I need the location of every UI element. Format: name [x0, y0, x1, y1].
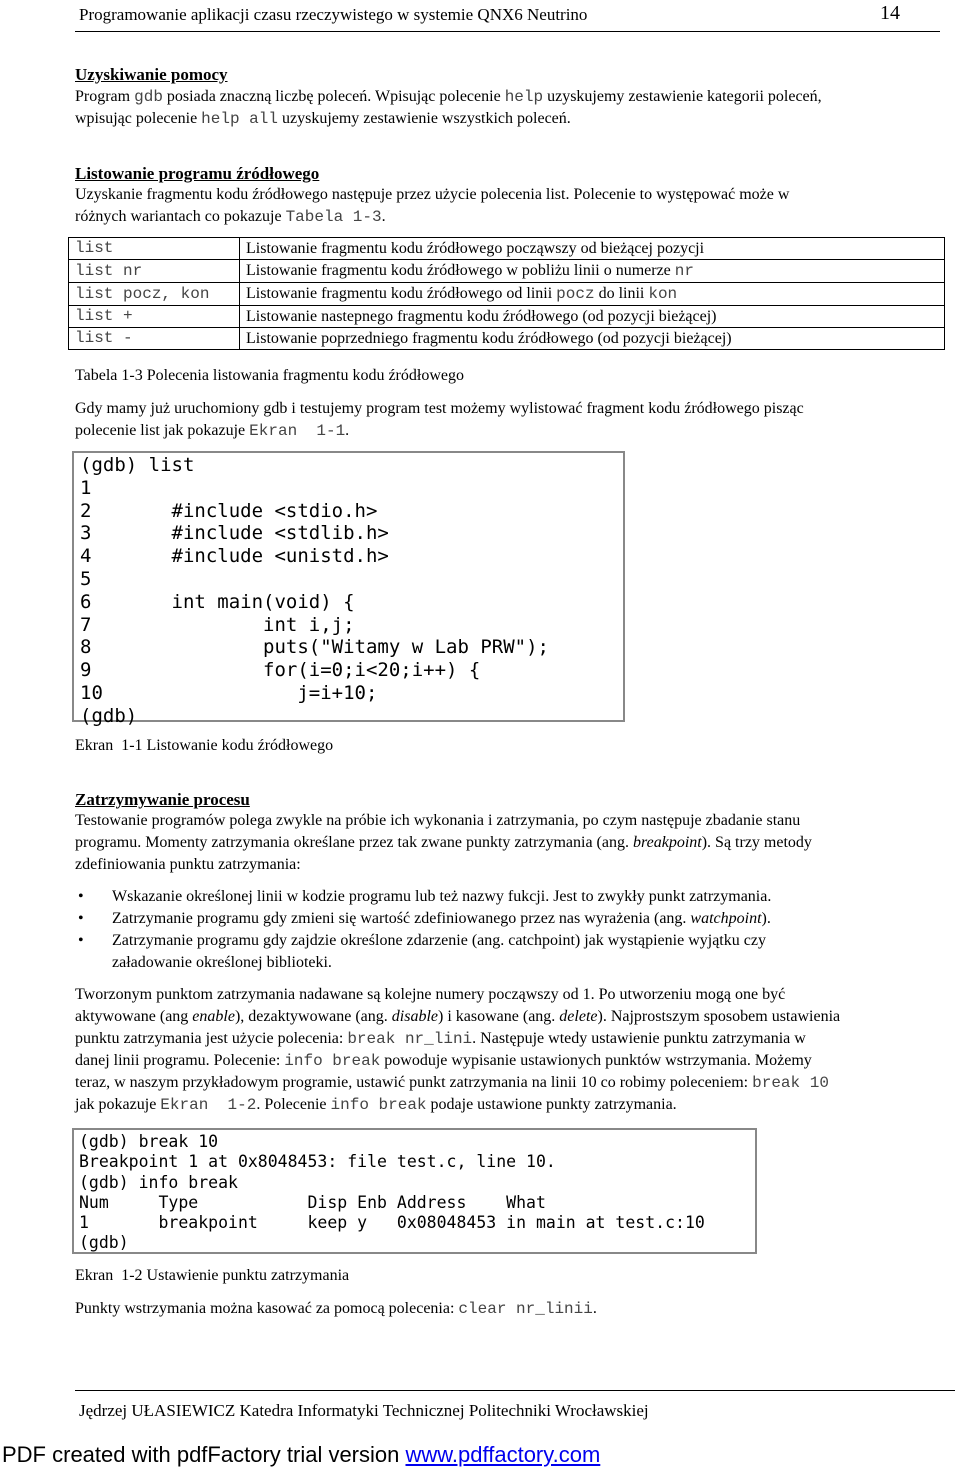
table-cell-description: Listowanie fragmentu kodu źródłowego od linii pocz do linii kon — [240, 283, 945, 306]
gdb-paragraph: Gdy mamy już uruchomiony gdb i testujemy program test możemy wylistować fragment kodu źródłowego pisząc polecenie list jak pokazuje Ekran 1-1. — [75, 400, 804, 440]
breakpoint-paragraph: Tworzonym punktom zatrzymania nadawane są kolejne numery począwszy od 1. Po utworzeniu mogą one być aktywowane (ang enable), dezaktywowane (ang. disable) i kasowane (ang. delete). Najprostszym sposobem ustawienia punktu zatrzymania jest użycie polecenia: break nr_lini. Następuje wtedy ustawienie punktu zatrzymania w danej linii programu. Polecenie: info break powoduje wypisanie ustawionych punktów wstrzymania. Możemy teraz, w naszym przykładowym programie, ustawić punkt zatrzymania na linii 10 co robimy poleceniem: break 10 jak pokazuje Ekran 1-2. Polecenie info break podaje ustawione punkty zatrzymania. — [75, 986, 841, 1114]
listing-paragraph: Uzyskanie fragmentu kodu źródłowego następuje przez użycie polecenia list. Polecenie to występować może w różnych wariantach co pokazuje Tabela 1-3. — [75, 186, 790, 226]
table-cell-description: Listowanie nastepnego fragmentu kodu źródłowego (od pozycji bieżącej) — [240, 306, 945, 328]
gdb-screen-list — [72, 451, 625, 727]
table-cell-command: list pocz, kon — [69, 283, 240, 306]
breakpoint-methods-list — [75, 886, 915, 974]
table-cell-command: list + — [69, 306, 240, 328]
pdf-watermark: PDF created with pdfFactory trial version www.pdffactory.com — [2, 1442, 601, 1467]
list-commands-table — [68, 237, 945, 350]
heading-stopping: Zatrzymywanie procesu — [75, 790, 250, 809]
table-cell-command: list - — [69, 328, 240, 350]
stopping-paragraph: Testowanie programów polega zwykle na próbie ich wykonania i zatrzymania, po czym następuje zbadanie stanu programu. Momenty zatrzymania określane przez tak zwane punkty zatrzymania (ang. breakpoint). Są trzy metody zdefiniowania punktu zatrzymania: — [75, 812, 812, 873]
screen-line: (gdb) — [79, 1233, 129, 1253]
table-cell-description: Listowanie fragmentu kodu źródłowego począwszy od bieżącej pozycji — [240, 238, 945, 260]
screen-line: 9 for(i=0;i<20;i++) { — [80, 659, 481, 682]
table-row — [69, 260, 945, 283]
list-item: • Zatrzymanie programu gdy zajdzie określone zdarzenie (ang. catchpoint) jak wystąpienie wyjątku czy załadowanie określonej biblioteki. — [78, 932, 766, 971]
screen-line: 1 breakpoint keep y 0x08048453 in main at test.c:10 — [79, 1213, 705, 1233]
screen-line: (gdb) — [80, 704, 138, 727]
page-number: 14 — [880, 2, 900, 24]
screen-line: 2 #include <stdio.h> — [80, 499, 378, 522]
screen-line: (gdb) info break — [79, 1172, 238, 1192]
screen-line: 8 puts("Witamy w Lab PRW"); — [80, 636, 549, 659]
screen-line: Breakpoint 1 at 0x8048453: file test.c, line 10. — [79, 1152, 556, 1172]
page-header-title: Programowanie aplikacji czasu rzeczywistego w systemie QNX6 Neutrino — [79, 5, 588, 24]
heading-listing: Listowanie programu źródłowego — [75, 164, 320, 183]
screen-line: 7 int i,j; — [80, 613, 355, 636]
table-cell-command: list — [69, 238, 240, 260]
screen1-caption: Ekran 1-1 Listowanie kodu źródłowego — [75, 737, 334, 754]
screen2-caption: Ekran 1-2 Ustawienie punktu zatrzymania — [75, 1267, 350, 1284]
footer-rule — [75, 1390, 955, 1391]
table-row — [69, 328, 945, 350]
screen-line: 6 int main(void) { — [80, 590, 355, 613]
clear-paragraph: Punkty wstrzymania można kasować za pomocą polecenia: clear nr_linii. — [75, 1300, 597, 1318]
screen-line: 1 — [80, 476, 92, 499]
screen-line: 4 #include <unistd.h> — [80, 545, 389, 568]
table-cell-description: Listowanie fragmentu kodu źródłowego w pobliżu linii o numerze nr — [240, 260, 945, 283]
screen-line: (gdb) list — [80, 454, 195, 476]
table-row — [69, 306, 945, 328]
screen-line: Num Type Disp Enb Address What — [79, 1192, 546, 1212]
screen-line: (gdb) break 10 — [79, 1132, 219, 1151]
list-item: • Zatrzymanie programu gdy zmieni się wartość zdefiniowanego przez nas wyrażenia (ang. watchpoint). — [78, 910, 771, 927]
screen-line: 3 #include <stdlib.h> — [80, 522, 389, 545]
table-cell-command: list nr — [69, 260, 240, 283]
list-item: • Wskazanie określonej linii w kodzie programu lub też nazwy fukcji. Jest to zwykły punkt zatrzymania. — [78, 888, 772, 905]
table-caption: Tabela 1-3 Polecenia listowania fragmentu kodu źródłowego — [75, 367, 464, 384]
table-row — [69, 283, 945, 306]
screen-line: 10 j=i+10; — [80, 681, 378, 704]
screen-line: 5 — [80, 567, 92, 590]
help-paragraph: Program gdb posiada znaczną liczbę poleceń. Wpisując polecenie help uzyskujemy zestawienie kategorii poleceń, wpisując polecenie help all uzyskujemy zestawienie wszystkich poleceń. — [75, 88, 822, 128]
table-row — [69, 238, 945, 260]
footer-author: Jędrzej UŁASIEWICZ Katedra Informatyki Technicznej Politechniki Wrocławskiej — [79, 1401, 649, 1420]
heading-help: Uzyskiwanie pomocy — [75, 65, 228, 84]
table-cell-description: Listowanie poprzedniego fragmentu kodu źródłowego (od pozycji bieżącej) — [240, 328, 945, 350]
header-rule — [75, 31, 940, 32]
pdffactory-link[interactable]: www.pdffactory.com — [405, 1442, 601, 1467]
gdb-screen-break — [72, 1128, 757, 1254]
